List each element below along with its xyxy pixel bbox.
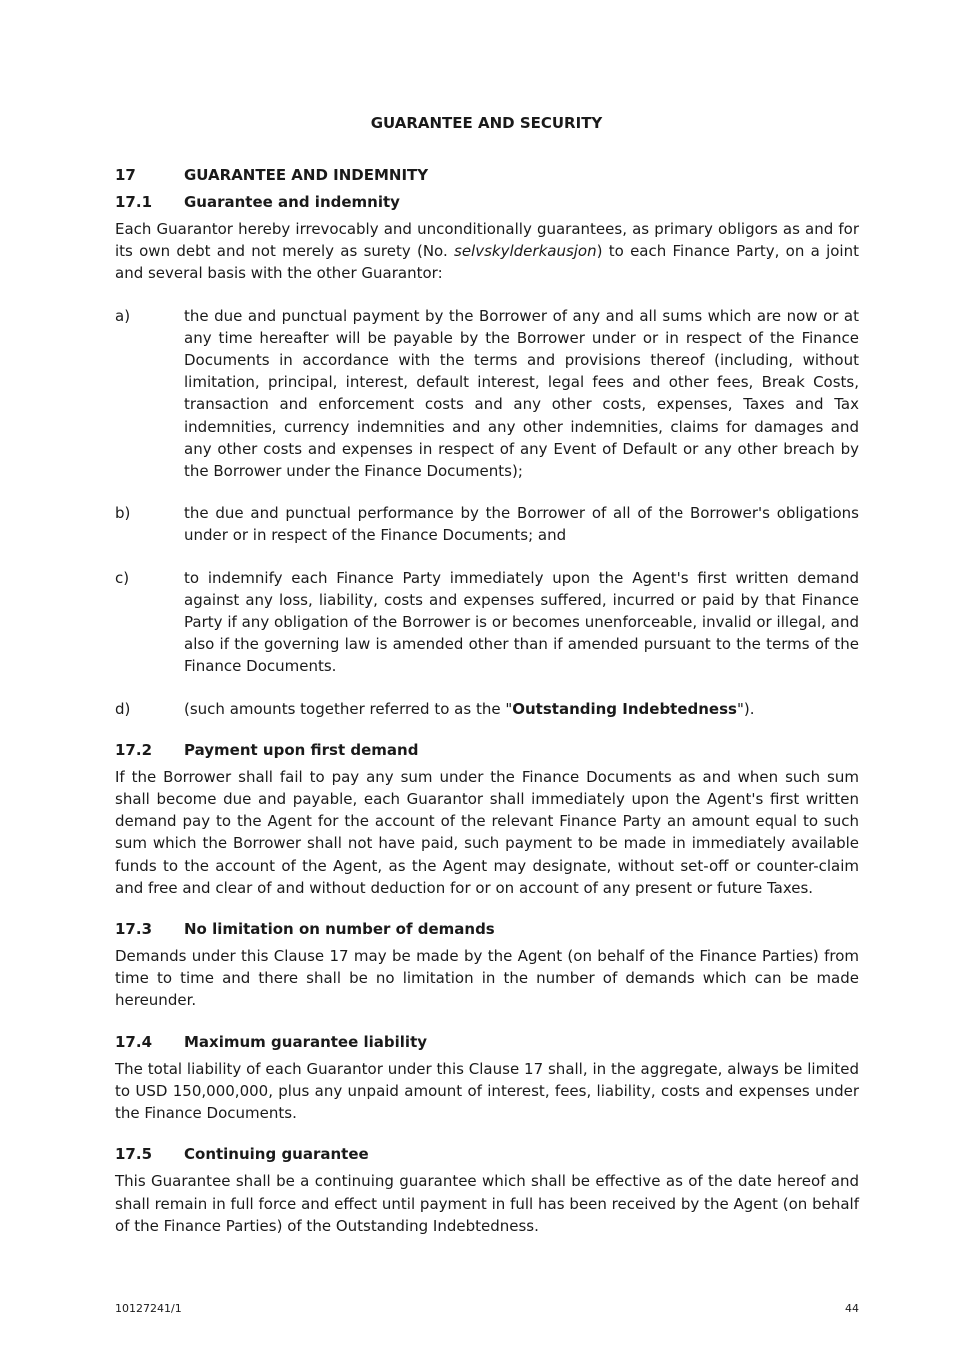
list-item-a: [115, 305, 859, 483]
intro-text: Each Guarantor hereby irrevocably and unconditionally guarantees, as primary obligors as and for its own debt and not merely as surety (No.: [115, 220, 859, 261]
document-id: 10127241/1: [115, 1302, 182, 1315]
intro-italic-term: selvskylderkausjon: [454, 242, 597, 261]
clause-title: Maximum guarantee liability: [184, 1032, 428, 1051]
list-item-b: [115, 502, 859, 546]
clause-heading-17-5: [115, 1143, 859, 1165]
list-item-d: [115, 698, 859, 720]
page-number: 44: [845, 1302, 859, 1315]
clause-heading-17-4: [115, 1031, 859, 1053]
clause-heading-17-2: [115, 739, 859, 761]
page-footer: [115, 1302, 859, 1315]
section-title: GUARANTEE AND INDEMNITY: [184, 166, 429, 184]
list-item-label: b): [115, 504, 131, 523]
clause-heading-17-3: [115, 918, 859, 940]
list-item-c: [115, 567, 859, 678]
clause-17-3-text: Demands under this Clause 17 may be made by the Agent (on behalf of the Finance Parties) from time to time and there shall be no limitation in the number of demands which can be made hereunder.: [115, 947, 859, 1010]
list-item-text: [184, 698, 859, 720]
defined-term-prefix: (such amounts together referred to as the ": [184, 699, 513, 718]
clause-title: Payment upon first demand: [184, 740, 419, 759]
section-number: 17: [115, 166, 136, 184]
clause-heading-17-1: [115, 191, 859, 213]
list-item-label: c): [115, 568, 130, 587]
clause-number: 17.4: [115, 1032, 153, 1051]
list-item-text: to indemnify each Finance Party immediately upon the Agent's first written demand against any loss, liability, costs and expenses suffered, incurred or paid by that Finance Party if any obligation of the Borrower is or becomes unenforceable, invalid or illegal, and also if the governing law is amended other than if amended pursuant to the terms of the Finance Documents.: [184, 568, 859, 676]
clause-17-5-text: This Guarantee shall be a continuing guarantee which shall be effective as of the date hereof and shall remain in full force and effect until payment in full has been received by the Agent (on behalf of the Finance Parties) of the Outstanding Indebtedness.: [115, 1172, 859, 1235]
section-heading: [115, 164, 859, 186]
clause-number: 17.5: [115, 1145, 153, 1164]
page-title: GUARANTEE AND SECURITY: [370, 114, 603, 132]
clause-17-2-text: If the Borrower shall fail to pay any sum under the Finance Documents as and when such sum shall become due and payable, each Guarantor shall immediately upon the Agent's first written demand pay to the Agent for the account of the relevant Finance Party an amount equal to such sum which the Borrower shall not have paid, such payment to be made in immediately available funds to the account of the Agent, as the Agent may designate, without set-off or counter-claim and free and clear of and without deduction for or on account of any present or future Taxes.: [115, 767, 859, 897]
list-item-label: a): [115, 306, 131, 325]
clause-17-4-text: The total liability of each Guarantor under this Clause 17 shall, in the aggregate, always be limited to USD 150,000,000, plus any unpaid amount of interest, fees, liability, costs and expenses under the Finance Documents.: [115, 1059, 859, 1123]
clause-title: No limitation on number of demands: [184, 920, 495, 939]
clause-number: 17.2: [115, 740, 153, 759]
clause-title: Continuing guarantee: [184, 1145, 369, 1164]
document-body: [115, 164, 859, 1237]
defined-term-suffix: ").: [736, 699, 755, 718]
list-item-text: the due and punctual payment by the Borrower of any and all sums which are now or at any time hereafter will be payable by the Borrower under or in respect of the Finance Documents in accordance with the terms and provisions thereof (including, without limitation, principal, interest, default interest, legal fees and other fees, Break Costs, transaction and enforcement costs and any other costs, expenses, Taxes and Tax indemnities, currency indemnities and any other indemnities, claims for damages and any other costs and expenses in respect of any Event of Default or any other breach by the Borrower under the Finance Documents);: [184, 306, 859, 481]
intro-text-end: ) to each Finance Party, on a joint and several basis with the other Guarantor:: [115, 242, 859, 283]
clause-number: 17.3: [115, 920, 153, 939]
clause-number: 17.1: [115, 193, 153, 211]
defined-term: Outstanding Indebtedness: [512, 699, 737, 718]
clause-17-1-intro: [115, 218, 859, 285]
list-item-text: the due and punctual performance by the Borrower of all of the Borrower's obligations under or in respect of the Finance Documents; and: [184, 504, 859, 545]
clause-title: Guarantee and indemnity: [184, 193, 400, 211]
list-item-label: d): [115, 699, 131, 718]
